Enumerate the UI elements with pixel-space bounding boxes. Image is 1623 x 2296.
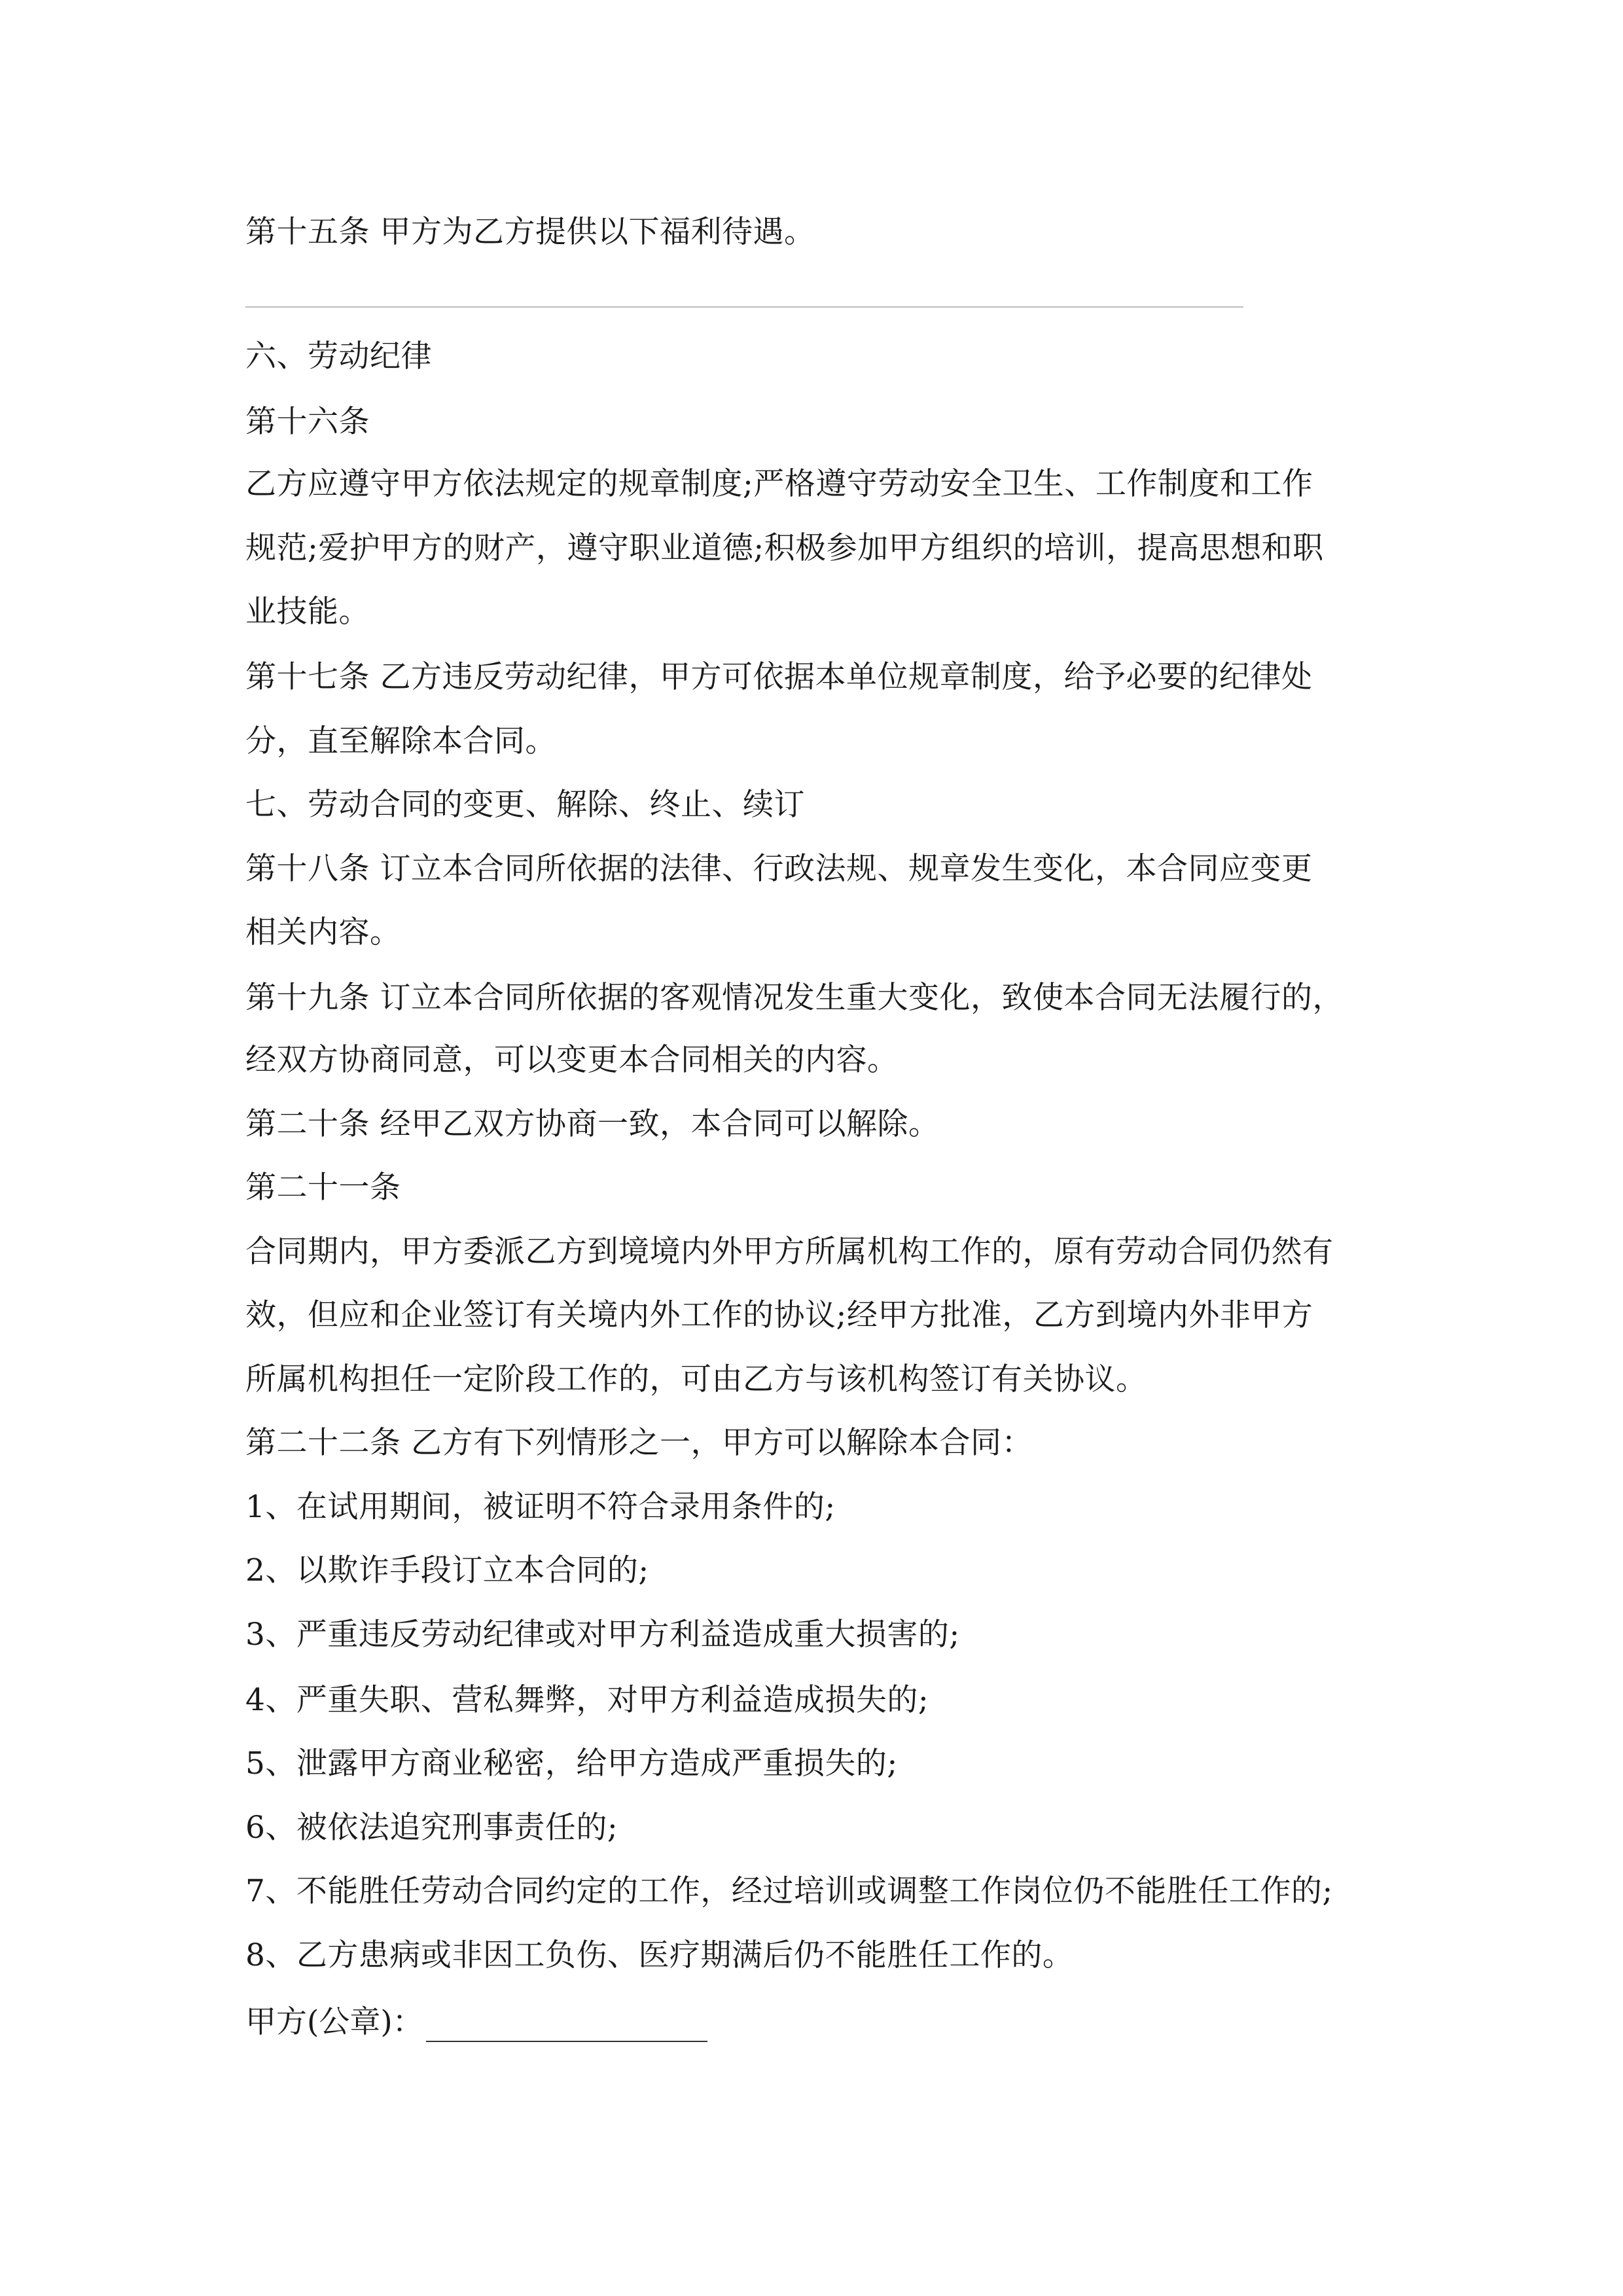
signature-blank-field[interactable]	[426, 2012, 707, 2042]
list-item-4: 4、严重失职、营私舞弊，对甲方利益造成损失的;	[245, 1682, 929, 1718]
clause-18-line-1: 第十八条 订立本合同所依据的法律、行政法规、规章发生变化，本合同应变更	[245, 851, 1313, 887]
signature-label: 甲方(公章)：	[245, 2004, 423, 2040]
clause-16-text-line-2: 规范;爱护甲方的财产，遵守职业道德;积极参加甲方组织的培训，提高思想和职	[245, 530, 1324, 566]
clause-21-text-line-2: 效，但应和企业签订有关境内外工作的协议;经甲方批准，乙方到境内外非甲方	[245, 1297, 1313, 1333]
clause-19-line-2: 经双方协商同意，可以变更本合同相关的内容。	[245, 1042, 899, 1078]
list-item-2: 2、以欺诈手段订立本合同的;	[245, 1552, 649, 1588]
clause-18-line-2: 相关内容。	[245, 914, 401, 950]
clause-16-text-line-1: 乙方应遵守甲方依法规定的规章制度;严格遵守劳动安全卫生、工作制度和工作	[245, 466, 1313, 502]
signature-row	[245, 2003, 707, 2042]
clause-16-text-line-3: 业技能。	[245, 594, 370, 630]
list-item-5: 5、泄露甲方商业秘密，给甲方造成严重损失的;	[245, 1746, 898, 1782]
clause-21-text-line-3: 所属机构担任一定阶段工作的，可由乙方与该机构签订有关协议。	[245, 1361, 1147, 1397]
list-item-1: 1、在试用期间，被证明不符合录用条件的;	[245, 1489, 836, 1525]
section-heading-contract-changes: 七、劳动合同的变更、解除、终止、续订	[245, 787, 805, 823]
clause-21-title: 第二十一条	[245, 1170, 401, 1206]
fill-in-blank-line	[245, 306, 1243, 308]
clause-19-line-1: 第十九条 订立本合同所依据的客观情况发生重大变化，致使本合同无法履行的，	[245, 980, 1344, 1016]
clause-15: 第十五条 甲方为乙方提供以下福利待遇。	[245, 214, 815, 250]
section-heading-labor-discipline: 六、劳动纪律	[245, 338, 432, 374]
list-item-3: 3、严重违反劳动纪律或对甲方利益造成重大损害的;	[245, 1617, 960, 1653]
list-item-6: 6、被依法追究刑事责任的;	[245, 1810, 618, 1846]
clause-22-title: 第二十二条 乙方有下列情形之一，甲方可以解除本合同：	[245, 1425, 1033, 1461]
list-item-8: 8、乙方患病或非因工负伤、医疗期满后仍不能胜任工作的。	[245, 1937, 1074, 1973]
clause-17-line-1: 第十七条 乙方违反劳动纪律，甲方可依据本单位规章制度，给予必要的纪律处	[245, 659, 1313, 695]
clause-16-title: 第十六条	[245, 404, 370, 440]
clause-20: 第二十条 经甲乙双方协商一致，本合同可以解除。	[245, 1106, 940, 1142]
list-item-7: 7、不能胜任劳动合同约定的工作，经过培训或调整工作岗位仍不能胜任工作的;	[245, 1873, 1333, 1909]
clause-17-line-2: 分，直至解除本合同。	[245, 723, 556, 759]
clause-21-text-line-1: 合同期内，甲方委派乙方到境境内外甲方所属机构工作的，原有劳动合同仍然有	[245, 1234, 1334, 1270]
